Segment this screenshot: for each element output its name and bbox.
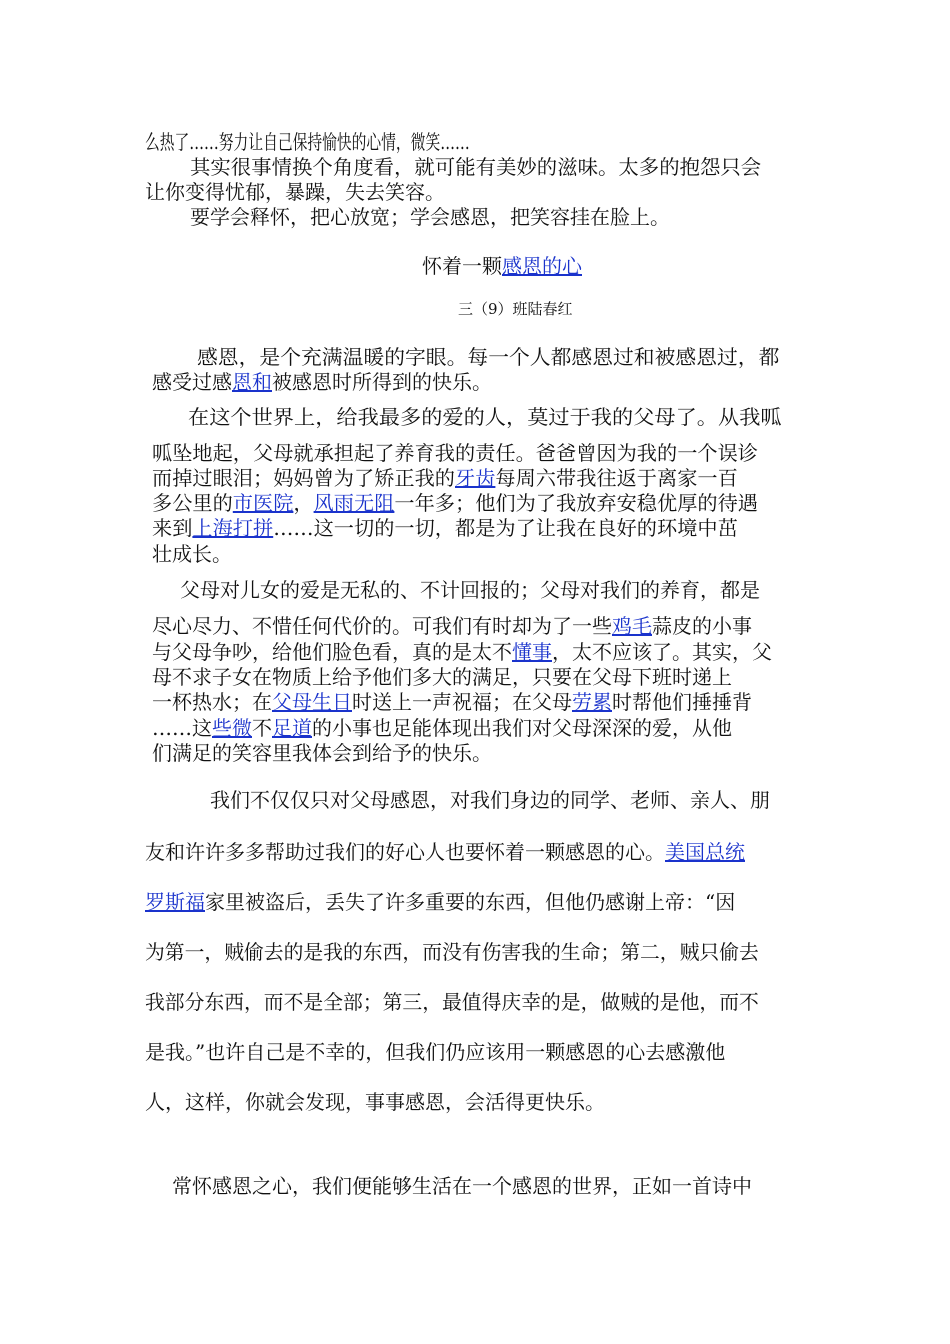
byline: 三（9）班陆春红 (458, 300, 573, 318)
paragraph-3-line-5: 一杯热水；在父母生日时送上一声祝福；在父母劳累时帮他们捶捶背 (152, 690, 752, 714)
paragraph-2-line-3: 而掉过眼泪；妈妈曾为了矫正我的牙齿每周六带我往返于离家一百 (152, 466, 738, 490)
intro-paragraph-1-line-2: 让你变得忧郁，暴躁，失去笑容。 (145, 180, 445, 204)
intro-paragraph-2: 要学会释怀，把心放宽；学会感恩，把笑容挂在脸上。 (190, 205, 670, 229)
paragraph-4-line-7: 人，这样，你就会发现，事事感恩，会活得更快乐。 (145, 1090, 605, 1114)
article-title: 怀着一颗感恩的心 (422, 254, 582, 278)
paragraph-4-line-6: 是我。”也许自己是不幸的，但我们仍应该用一颗感恩的心去感激他 (145, 1040, 726, 1064)
paragraph-2-line-1: 在这个世界上，给我最多的爱的人，莫过于我的父母了。从我呱 (188, 405, 782, 429)
paragraph-2-line-6: 壮成长。 (152, 542, 232, 566)
link-us-president[interactable]: 美国总统 (665, 840, 745, 864)
paragraph-2-line-5: 来到上海打拼……这一切的一切，都是为了让我在良好的环境中茁 (152, 516, 738, 540)
link-laolei[interactable]: 劳累 (572, 690, 612, 714)
paragraph-3-line-6: ……这些微不足道的小事也足能体现出我们对父母深深的爱，从他 (152, 716, 732, 740)
paragraph-5-line-1: 常怀感恩之心，我们便能够生活在一个感恩的世界，正如一首诗中 (172, 1174, 752, 1198)
intro-line: 么热了……努力让自己保持愉快的心情，微笑…… (145, 130, 470, 154)
link-parents-birthday[interactable]: 父母生日 (272, 690, 352, 714)
link-fengyu-wuzu[interactable]: 风雨无阻 (313, 491, 395, 515)
link-zudao[interactable]: 足道 (272, 716, 312, 740)
link-jimao[interactable]: 鸡毛 (612, 614, 652, 638)
link-shanghai[interactable]: 上海打拼 (192, 516, 274, 540)
paragraph-4-line-5: 我部分东西，而不是全部；第三，最值得庆幸的是，做贼的是他，而不 (145, 990, 759, 1014)
paragraph-4-line-3: 罗斯福家里被盗后，丢失了许多重要的东西，但他仍感谢上帝：“因 (145, 890, 736, 914)
paragraph-4-line-1: 我们不仅仅只对父母感恩，对我们身边的同学、老师、亲人、朋 (210, 788, 770, 812)
paragraph-3-line-7: 们满足的笑容里我体会到给予的快乐。 (152, 741, 492, 765)
paragraph-2-line-4: 多公里的市医院，风雨无阻一年多；他们为了我放弃安稳优厚的待遇 (152, 491, 758, 515)
paragraph-4-line-4: 为第一，贼偷去的是我的东西，而没有伤害我的生命；第二，贼只偷去 (145, 940, 759, 964)
paragraph-3-line-3: 与父母争吵，给他们脸色看，真的是太不懂事，太不应该了。其实，父 (152, 640, 772, 664)
link-roosevelt[interactable]: 罗斯福 (145, 890, 205, 914)
paragraph-1-line-1: 感恩，是个充满温暖的字眼。每一个人都感恩过和被感恩过，都 (197, 345, 780, 369)
paragraph-4-line-2: 友和许许多多帮助过我们的好心人也要怀着一颗感恩的心。美国总统 (145, 840, 745, 864)
intro-paragraph-1: 其实很事情换个角度看，就可能有美妙的滋味。太多的抱怨只会 (190, 155, 762, 179)
link-city-hospital[interactable]: 市医院 (232, 491, 294, 515)
link-yachi[interactable]: 牙齿 (455, 466, 496, 490)
title-link[interactable]: 感恩的心 (502, 254, 582, 278)
link-enhe[interactable]: 恩和 (232, 370, 272, 394)
paragraph-1-line-2: 感受过感恩和被感恩时所得到的快乐。 (152, 370, 492, 394)
paragraph-3-line-2: 尽心尽力、不惜任何代价的。可我们有时却为了一些鸡毛蒜皮的小事 (152, 614, 752, 638)
link-dongshi[interactable]: 懂事 (512, 640, 552, 664)
paragraph-2-line-2: 呱坠地起，父母就承担起了养育我的责任。爸爸曾因为我的一个误诊 (152, 441, 758, 465)
link-xiewei[interactable]: 些微 (212, 716, 252, 740)
paragraph-3-line-4: 母不求子女在物质上给予他们多大的满足，只要在父母下班时递上 (152, 665, 732, 689)
paragraph-3-line-1: 父母对儿女的爱是无私的、不计回报的；父母对我们的养育，都是 (180, 578, 760, 602)
